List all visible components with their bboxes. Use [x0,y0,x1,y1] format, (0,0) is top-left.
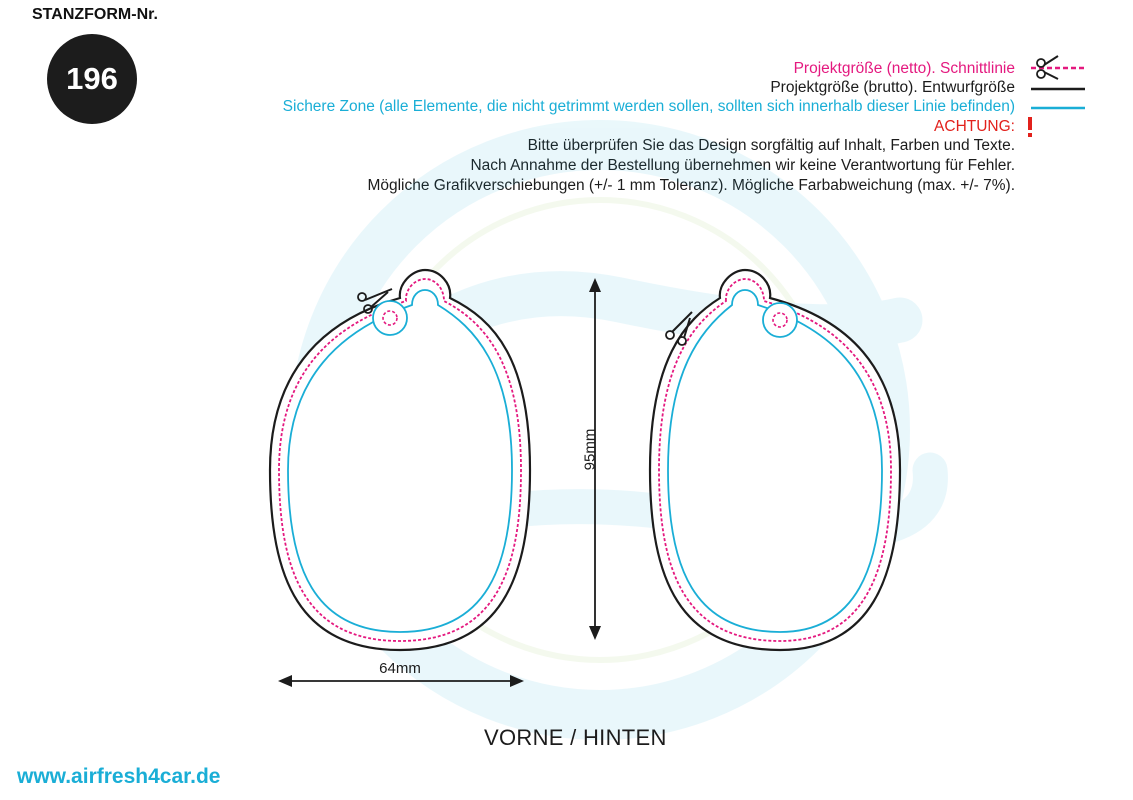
note-tolerance: Mögliche Grafikverschiebungen (+/- 1 mm Toleranz). Mögliche Farbabweichung (max. +/- 7%). [367,177,1015,194]
side-label: VORNE / HINTEN [484,725,667,750]
legend-design-size: Projektgröße (brutto). Entwurfgröße [770,79,1015,96]
form-number-label: STANZFORM-Nr. [32,6,158,23]
form-number-badge: 196 [47,34,137,124]
note-check-design: Bitte überprüfen Sie das Design sorgfältig auf Inhalt, Farben und Texte. [527,137,1015,154]
legend-attention: ACHTUNG: [934,118,1015,135]
note-no-responsibility: Nach Annahme der Bestellung übernehmen wir keine Verantwortung für Fehler. [470,157,1015,174]
legend-safe-zone: Sichere Zone (alle Elemente, die nicht getrimmt werden sollen, sollten sich innerhalb dieser Linie befinden) [282,98,1015,115]
website-link[interactable]: www.airfresh4car.de [17,765,221,788]
legend-cut-line: Projektgröße (netto). Schnittlinie [793,60,1015,77]
height-dimension-label: 95mm [581,428,599,471]
width-dimension-label: 64mm [379,660,421,677]
